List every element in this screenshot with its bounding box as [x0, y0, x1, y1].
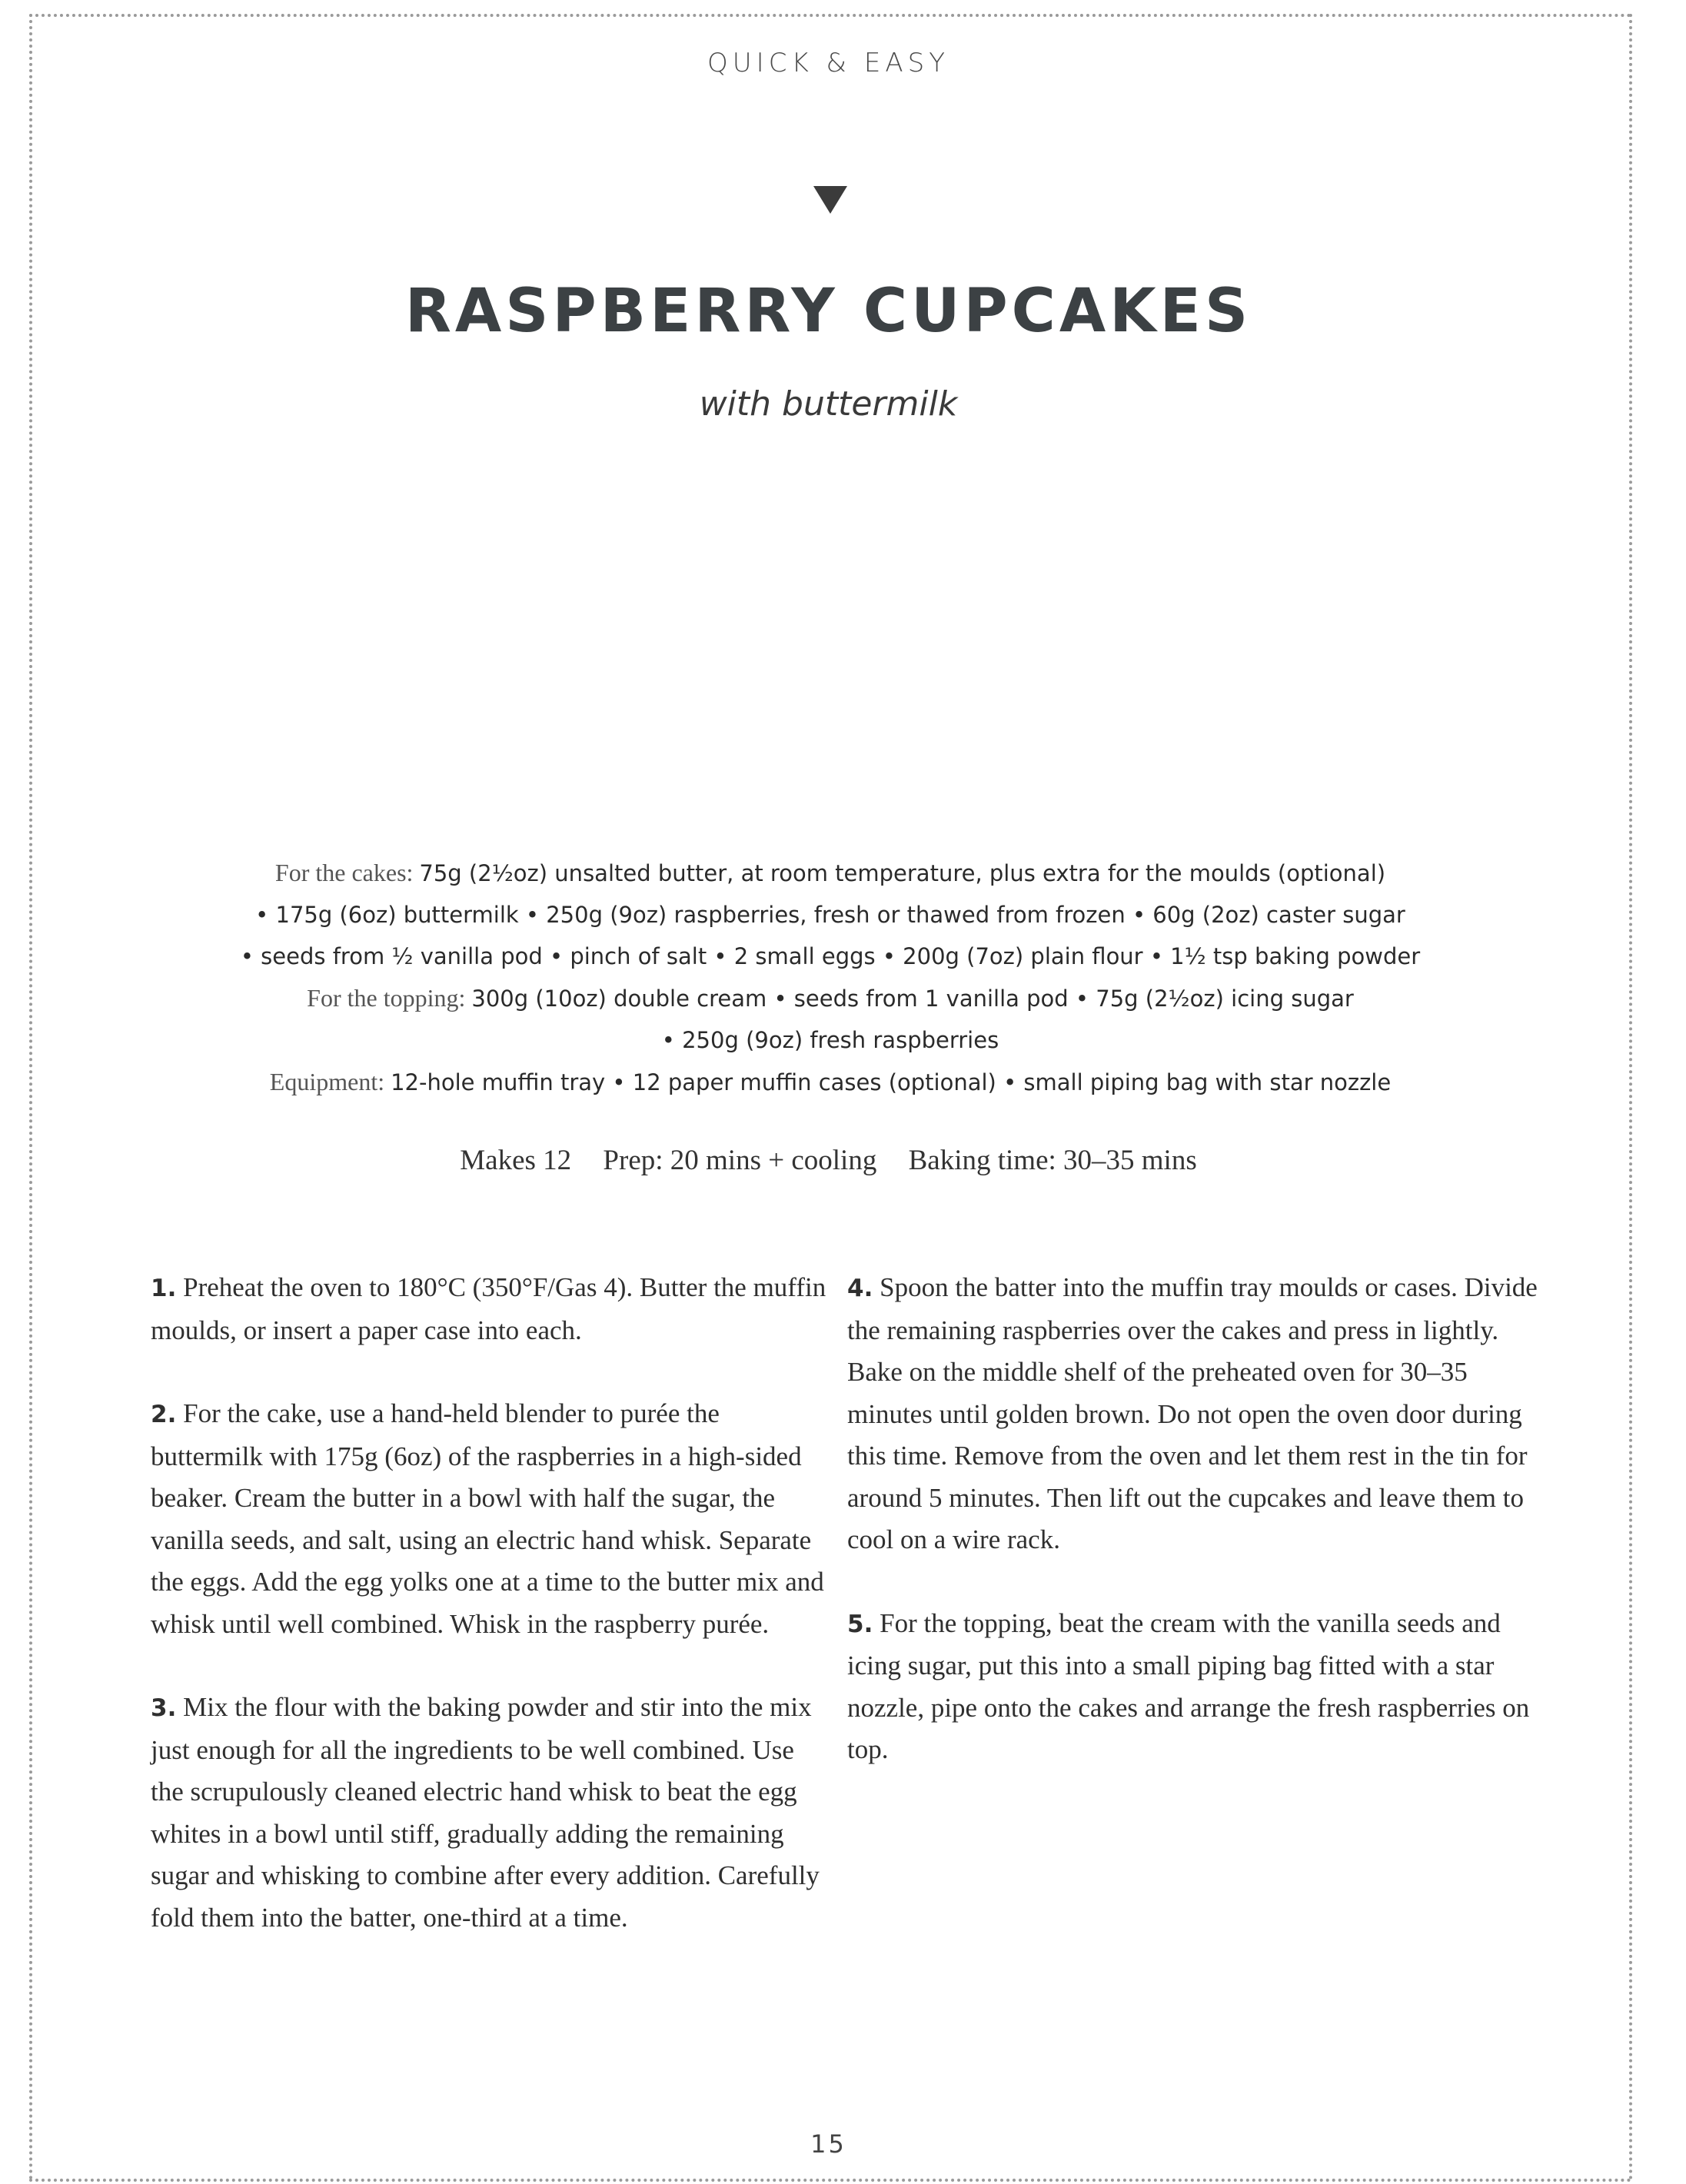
ingredients-block — [192, 852, 1468, 1103]
down-triangle-icon — [813, 186, 847, 214]
cakes-text: 75g (2½oz) unsalted butter, at room temperature, plus extra for the moulds (optional) — [419, 860, 1386, 886]
method-step — [847, 1603, 1539, 1771]
page-number: 15 — [810, 2129, 846, 2159]
makes-info: Makes 12 — [460, 1145, 572, 1176]
recipe-subtitle: with buttermilk — [699, 384, 958, 424]
step-number: 4. — [847, 1275, 873, 1302]
equipment-label: Equipment: — [269, 1068, 385, 1095]
step-text: For the topping, beat the cream with the vanilla seeds and icing sugar, put this into a small piping bag fitted with a star nozzle, pipe onto the cakes and arrange the fresh raspberries on top. — [847, 1607, 1530, 1764]
topping-text: 300g (10oz) double cream • seeds from 1 vanilla pod • 75g (2½oz) icing sugar — [471, 986, 1354, 1012]
section-header: QUICK & EASY — [707, 48, 949, 78]
step-number: 1. — [151, 1275, 177, 1302]
step-text: Mix the flour with the baking powder and stir into the mix just enough for all the ingredients to be well combined. Use the scrupulously cleaned electric hand whisk to beat the egg whites in a bowl until stiff, gradually adding the remaining sugar and whisking to combine after every addition. Carefully fold them into the batter, one-third at a time. — [151, 1692, 820, 1933]
topping-label: For the topping: — [307, 984, 466, 1012]
method-step — [847, 1267, 1539, 1561]
method-step — [151, 1393, 827, 1645]
topping-text: • 250g (9oz) fresh raspberries — [661, 1027, 999, 1053]
cakes-text: • seeds from ½ vanilla pod • pinch of salt • 2 small eggs • 200g (7oz) plain flour • 1½ tsp baking powder — [240, 943, 1421, 969]
ingredients-line — [192, 977, 1468, 1019]
step-number: 3. — [151, 1694, 177, 1722]
cakes-label: For the cakes: — [274, 859, 414, 886]
method-column-right — [847, 1267, 1539, 1813]
recipe-title: RASPBERRY CUPCAKES — [404, 277, 1252, 346]
baking-time-info: Baking time: 30–35 mins — [908, 1145, 1197, 1176]
cakes-text: • 175g (6oz) buttermilk • 250g (9oz) raspberries, fresh or thawed from frozen • 60g (2oz) caster sugar — [255, 902, 1405, 928]
step-number: 2. — [151, 1401, 177, 1428]
method-column-left — [151, 1267, 827, 1980]
recipe-meta — [0, 1144, 1657, 1177]
method-step — [151, 1687, 827, 1939]
method-step — [151, 1267, 827, 1351]
step-text: Spoon the batter into the muffin tray moulds or cases. Divide the remaining raspberries over the cakes and press in lightly. Bake on the middle shelf of the preheated oven for 30–35 minutes until golden brown. Do not open the oven door during this time. Remove from the oven and let them rest in the tin for around 5 minutes. Then lift out the cupcakes and leave them to cool on a wire rack. — [847, 1272, 1538, 1554]
ingredients-line — [192, 852, 1468, 894]
equipment-text: 12-hole muffin tray • 12 paper muffin cases (optional) • small piping bag with star nozzle — [391, 1069, 1392, 1095]
step-text: For the cake, use a hand-held blender to purée the buttermilk with 175g (6oz) of the raspberries in a high-sided beaker. Cream the butter in a bowl with half the sugar, the vanilla seeds, and salt, using an electric hand whisk. Separate the eggs. Add the egg yolks one at a time to the butter mix and whisk until well combined. Whisk in the raspberry purée. — [151, 1398, 824, 1639]
ingredients-line — [192, 1061, 1468, 1103]
step-number: 5. — [847, 1610, 873, 1638]
step-text: Preheat the oven to 180°C (350°F/Gas 4). Butter the muffin moulds, or insert a paper case into each. — [151, 1272, 826, 1345]
prep-info: Prep: 20 mins + cooling — [603, 1145, 877, 1176]
